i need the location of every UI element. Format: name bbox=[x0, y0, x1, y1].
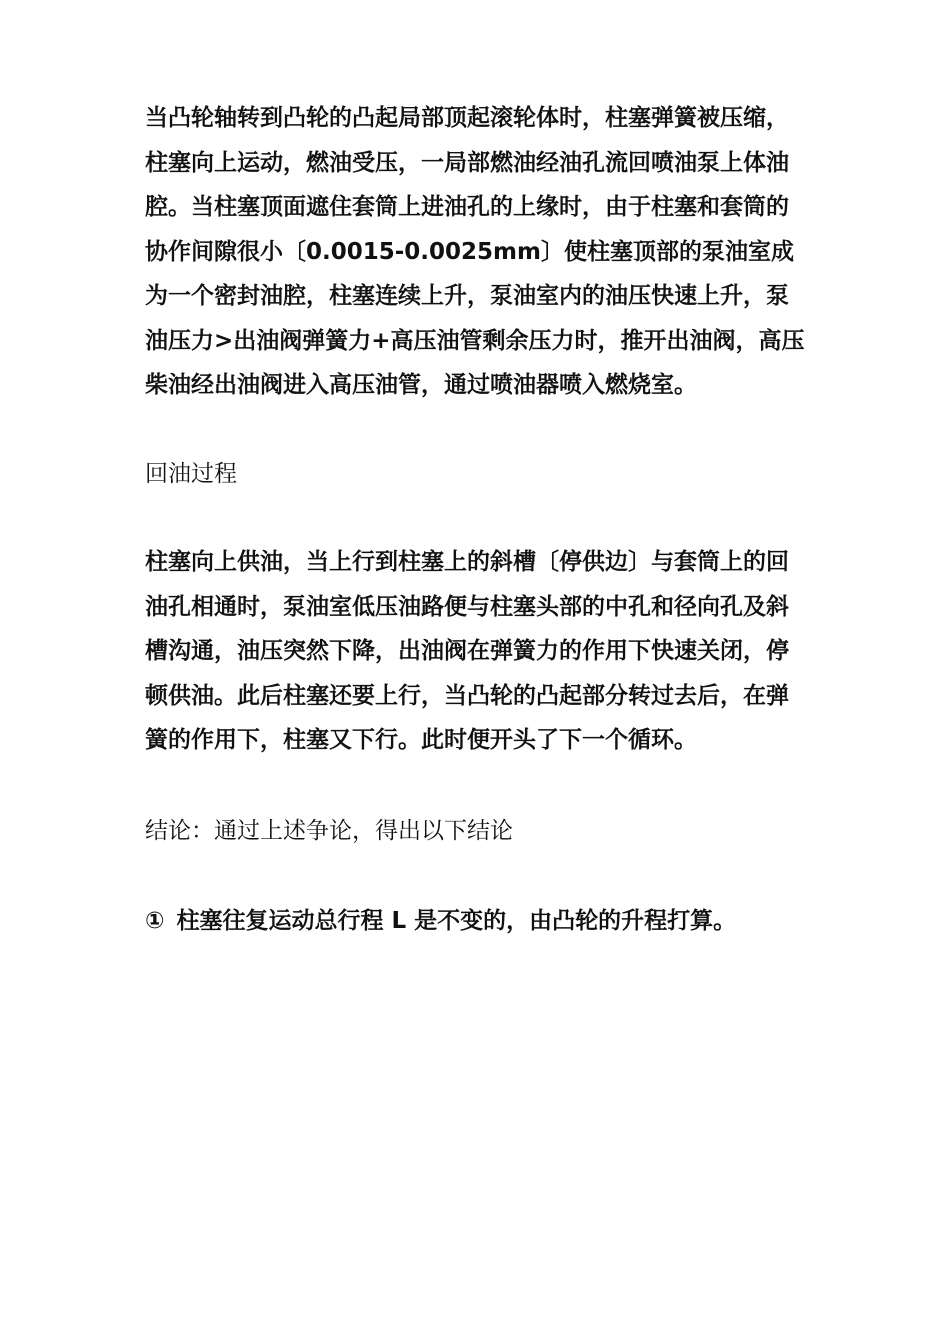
list-item bbox=[145, 899, 810, 944]
list-item-text: 柱塞往复运动总行程 L 是不变的，由凸轮的升程打算。 bbox=[176, 908, 737, 934]
list-item-number: ① bbox=[145, 908, 165, 934]
document-body bbox=[145, 96, 810, 944]
paragraph-return: 柱塞向上供油，当上行到柱塞上的斜槽〔停供边〕与套筒上的回油孔相通时，泵油室低压油路便与柱塞头部的中孔和径向孔及斜槽沟通，油压突然下降，出油阀在弹簧力的作用下快速关闭，停顿供油。此后柱塞还要上行，当凸轮的凸起部分转过去后，在弹簧的作用下，柱塞又下行。此时便开头了下一个循环。 bbox=[145, 549, 789, 753]
heading-return-process: 回油过程 bbox=[145, 460, 237, 487]
paragraph-injection: 当凸轮轴转到凸轮的凸起局部顶起滚轮体时，柱塞弹簧被压缩，柱塞向上运动，燃油受压，一局部燃油经油孔流回喷油泵上体油腔。当柱塞顶面遮住套筒上进油孔的上缘时，由于柱塞和套筒的协作间隙很小〔0.0015-0.0025mm〕使柱塞顶部的泵油室成为一个密封油腔，柱塞连续上升，泵油室内的油压快速上升，泵油压力>出油阀弹簧力+高压油管剩余压力时，推开出油阀，高压柴油经出油阀进入高压油管，通过喷油器喷入燃烧室。 bbox=[145, 105, 805, 398]
conclusion-line: 结论：通过上述争论，得出以下结论 bbox=[145, 817, 513, 844]
